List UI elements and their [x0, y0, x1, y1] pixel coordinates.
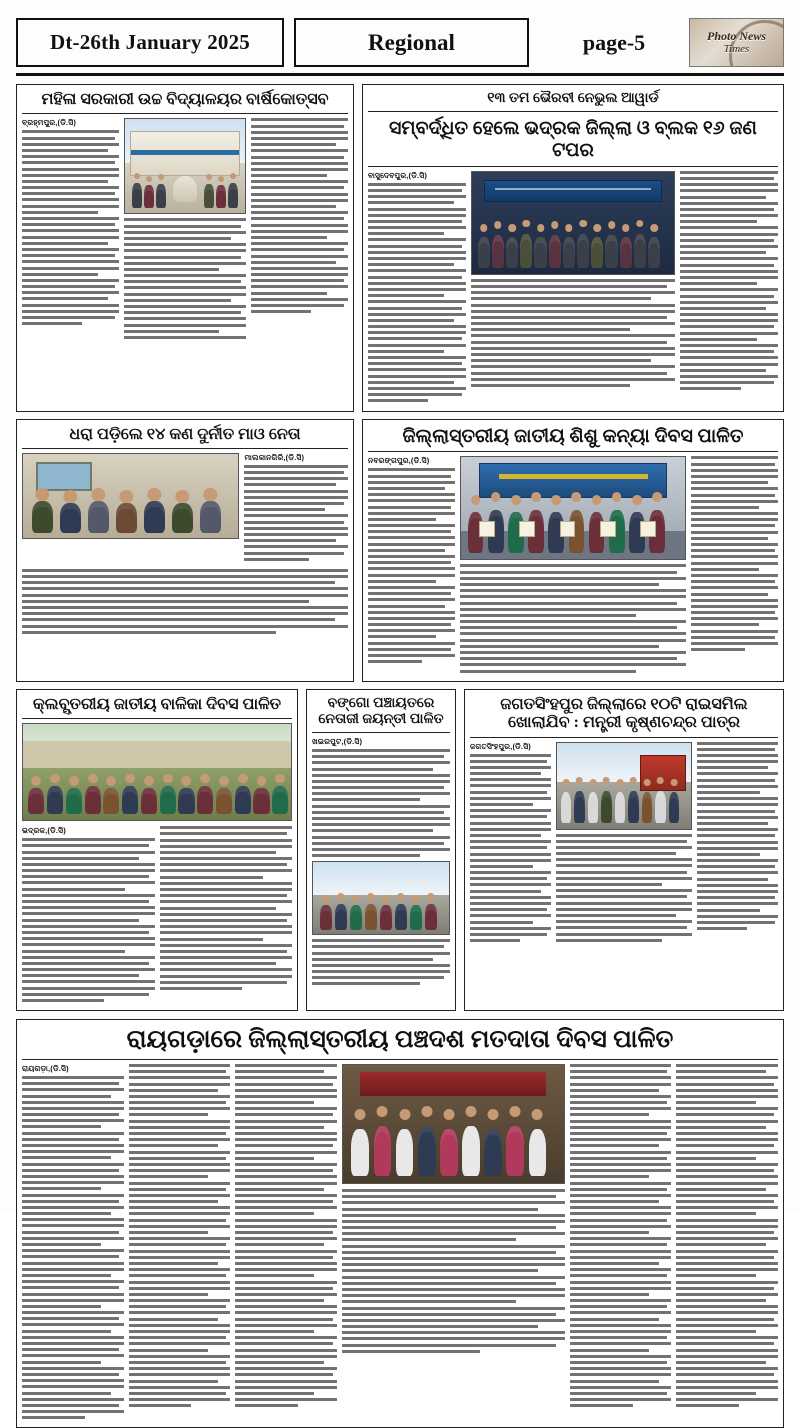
article-headline: ଧରା ପଡ଼ିଲେ ୧୪ କଣ ଦୁର୍ନୀତ ମାଓ ନେତା	[22, 424, 348, 449]
column-photo	[22, 453, 239, 564]
body-text-full	[22, 569, 348, 634]
body-text	[676, 1064, 778, 1407]
column-text-2	[160, 826, 293, 1005]
article-headline: ଜଗତସିଂହପୁର ଜିଲ୍ଲାରେ ୧୦ଟି ରାଇସମିଲ ଖୋଲାଯିବ : ମନ୍ତ୍ରୀ କୃଷ୍ଣଚନ୍ଦ୍ର ପାତ୍ର	[470, 694, 778, 738]
body-text	[22, 130, 119, 325]
article-headline: ସମ୍ବର୍ଦ୍ଧିତ ହେଲେ ଭଦ୍ରକ ଜିଲ୍ଲା ଓ ବ୍ଲକ ୧୬ ଜଣ ଟପର	[368, 116, 778, 167]
article-headline: ବଙ୍ଗୋ ପଞ୍ଚାୟତରେ ନେତାଜୀ ଜୟନ୍ତୀ ପାଳିତ	[312, 694, 450, 733]
column-photo	[556, 742, 693, 946]
dateline: ବ୍ରହ୍ମପୁର,(ଡି.ସି)	[22, 118, 77, 128]
body-text	[460, 564, 686, 672]
dateline: ମାଲକାନଗିରି,(ଡି.ସି)	[244, 452, 305, 462]
column-text-4	[570, 1064, 672, 1423]
row-2	[16, 419, 784, 682]
body-text	[342, 1189, 565, 1353]
body-text	[22, 1076, 124, 1419]
dateline: ରାୟଗଡ଼ା,(ଡି.ସି)	[22, 1063, 69, 1073]
body-text	[570, 1064, 672, 1407]
section-title: Regional	[294, 18, 529, 67]
publication-date: Dt-26th January 2025	[16, 18, 284, 67]
article-photo	[124, 118, 246, 214]
column-text	[368, 456, 455, 675]
article-photo	[312, 861, 450, 935]
article-dhara-padile	[16, 419, 354, 682]
article-photo	[22, 723, 292, 821]
body-text	[697, 742, 778, 931]
article-headline: ଜିଲ୍ଲାସ୍ତରୀୟ ଜାତୀୟ ଶିଶୁ କନ୍ୟା ଦିବସ ପାଳିତ	[368, 424, 778, 453]
body-text	[368, 183, 466, 403]
body-text	[251, 118, 348, 313]
logo-text	[707, 30, 766, 55]
article-bhairabi-navkalebar	[362, 84, 784, 412]
article-photo	[22, 453, 239, 539]
newspaper-logo	[689, 18, 784, 67]
article-rayagada-matadata	[16, 1019, 784, 1428]
logo-sub: Times	[723, 43, 750, 56]
column-text-3	[235, 1064, 337, 1423]
article-headline: ରାୟଗଡ଼ାରେ ଜିଲ୍ଲାସ୍ତରୀୟ ପଞ୍ଚଦଶ ମତଦାତା ଦିବସ ପାଳିତ	[22, 1024, 778, 1060]
article-columns	[22, 826, 292, 1005]
column-text-2	[691, 456, 778, 675]
column-photo	[342, 1064, 565, 1423]
body-text	[691, 456, 778, 651]
article-photo	[556, 742, 693, 830]
column-photo	[471, 171, 676, 406]
body-text	[235, 1064, 337, 1407]
body-text	[556, 834, 693, 942]
article-photo	[460, 456, 686, 560]
column-text	[22, 826, 155, 1005]
article-columns	[368, 456, 778, 675]
column-text-2	[697, 742, 778, 946]
column-text-1	[22, 1064, 124, 1423]
row-1	[16, 84, 784, 412]
column-text-2	[680, 171, 778, 406]
column-text	[22, 118, 119, 342]
article-jilla-sishu-kanya	[362, 419, 784, 682]
column-text	[368, 171, 466, 406]
body-text	[244, 465, 348, 561]
article-headline: ମହିଳା ସରକାରୀ ଉଚ୍ଚ ବିଦ୍ୟାଳୟର ବାର୍ଷିକୋତ୍ସବ	[22, 89, 348, 114]
body-text	[470, 754, 551, 943]
column-photo	[124, 118, 246, 342]
article-headline: କ୍ଲବ୍ସ୍ତରୀୟ ଜାତୀୟ ବାଳିକା ଦିବସ ପାଳିତ	[22, 694, 292, 719]
column-text-2	[129, 1064, 231, 1423]
article-columns	[22, 453, 348, 564]
article-columns	[22, 1064, 778, 1423]
dateline: ଜଗତସିଂହପୁର,(ଡି.ସି)	[470, 741, 531, 751]
column-text	[244, 453, 348, 564]
article-balika-dibasa	[16, 689, 298, 1011]
logo-brand: Photo News	[706, 28, 766, 43]
article-kicker: ୧୩ ତମ ଭୈରବୀ ନେଭୁଲ ଆୱାର୍ଡ	[368, 89, 778, 112]
column-photo	[460, 456, 686, 675]
body-text	[160, 826, 293, 990]
body-text	[129, 1064, 231, 1407]
body-text	[471, 279, 676, 387]
article-rice-mill	[464, 689, 784, 1011]
article-photo	[471, 171, 676, 275]
dateline: ଭଦ୍ରକ,(ଡି.ସି)	[22, 826, 66, 836]
article-netaji-jayanti	[306, 689, 456, 1011]
row-3	[16, 689, 784, 1011]
body-text	[22, 838, 155, 1002]
masthead	[16, 18, 784, 76]
column-text-5	[676, 1064, 778, 1423]
dateline: ବାସୁଦେବପୁର,(ଡି.ସି)	[368, 170, 428, 180]
dateline: ଖଇରପୁଟ,(ଡି.ସି)	[312, 736, 363, 746]
column-text-2	[251, 118, 348, 342]
dateline: ନବରଙ୍ଗପୁର,(ଡି.ସି)	[368, 456, 430, 466]
article-columns	[470, 742, 778, 946]
article-columns	[368, 171, 778, 406]
article-photo	[342, 1064, 565, 1184]
body-text	[680, 171, 778, 391]
body-text	[368, 468, 455, 663]
body-text	[124, 218, 246, 339]
column-text	[470, 742, 551, 946]
body-text	[312, 749, 450, 857]
article-columns	[22, 118, 348, 342]
page-number: page-5	[582, 29, 646, 55]
article-mahila-school	[16, 84, 354, 412]
body-text-2	[312, 939, 450, 985]
